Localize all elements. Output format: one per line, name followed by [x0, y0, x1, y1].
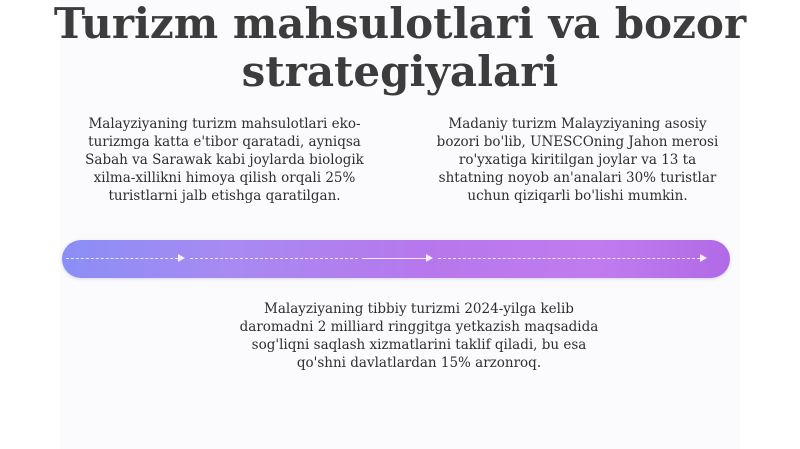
eco-tourism-paragraph: Malayziyaning turizm mahsulotlari eko-turizmga katta e'tibor qaratadi, ayniqsa Sabah va Sarawak kabi joylarda biologik xilma-xillikni himoya qilish orqali 25% turistlarni jalb etishga qaratilgan. — [85, 116, 364, 204]
timeline-arrow-line-1 — [66, 258, 178, 259]
arrow-right-icon — [178, 254, 185, 262]
arrow-right-icon — [700, 254, 707, 262]
timeline-arrow-line-2 — [190, 258, 358, 259]
cultural-tourism-paragraph: Madaniy turizm Malayziyaning asosiy bozori bo'lib, UNESCOning Jahon merosi ro'yxatiga kiritilgan joylar va 13 ta shtatning noyob an'analari 30% turistlar uchun qiziqarli bo'lishi mumkin. — [436, 116, 719, 204]
medical-tourism-paragraph: Malayziyaning tibbiy turizmi 2024-yilga kelib daromadni 2 milliard ringgitga yetkazish maqsadida sog'liqni saqlash xizmatlarini taklif qiladi, bu esa qo'shni davlatlardan 15% arzonroq. — [239, 301, 599, 371]
timeline-arrow-line-3 — [362, 258, 426, 259]
arrow-right-icon — [426, 254, 433, 262]
slide-title: Turizm mahsulotlari va bozor strategiyalari — [53, 0, 747, 96]
timeline-bar — [62, 240, 730, 278]
timeline-arrow-line-4 — [438, 258, 700, 259]
